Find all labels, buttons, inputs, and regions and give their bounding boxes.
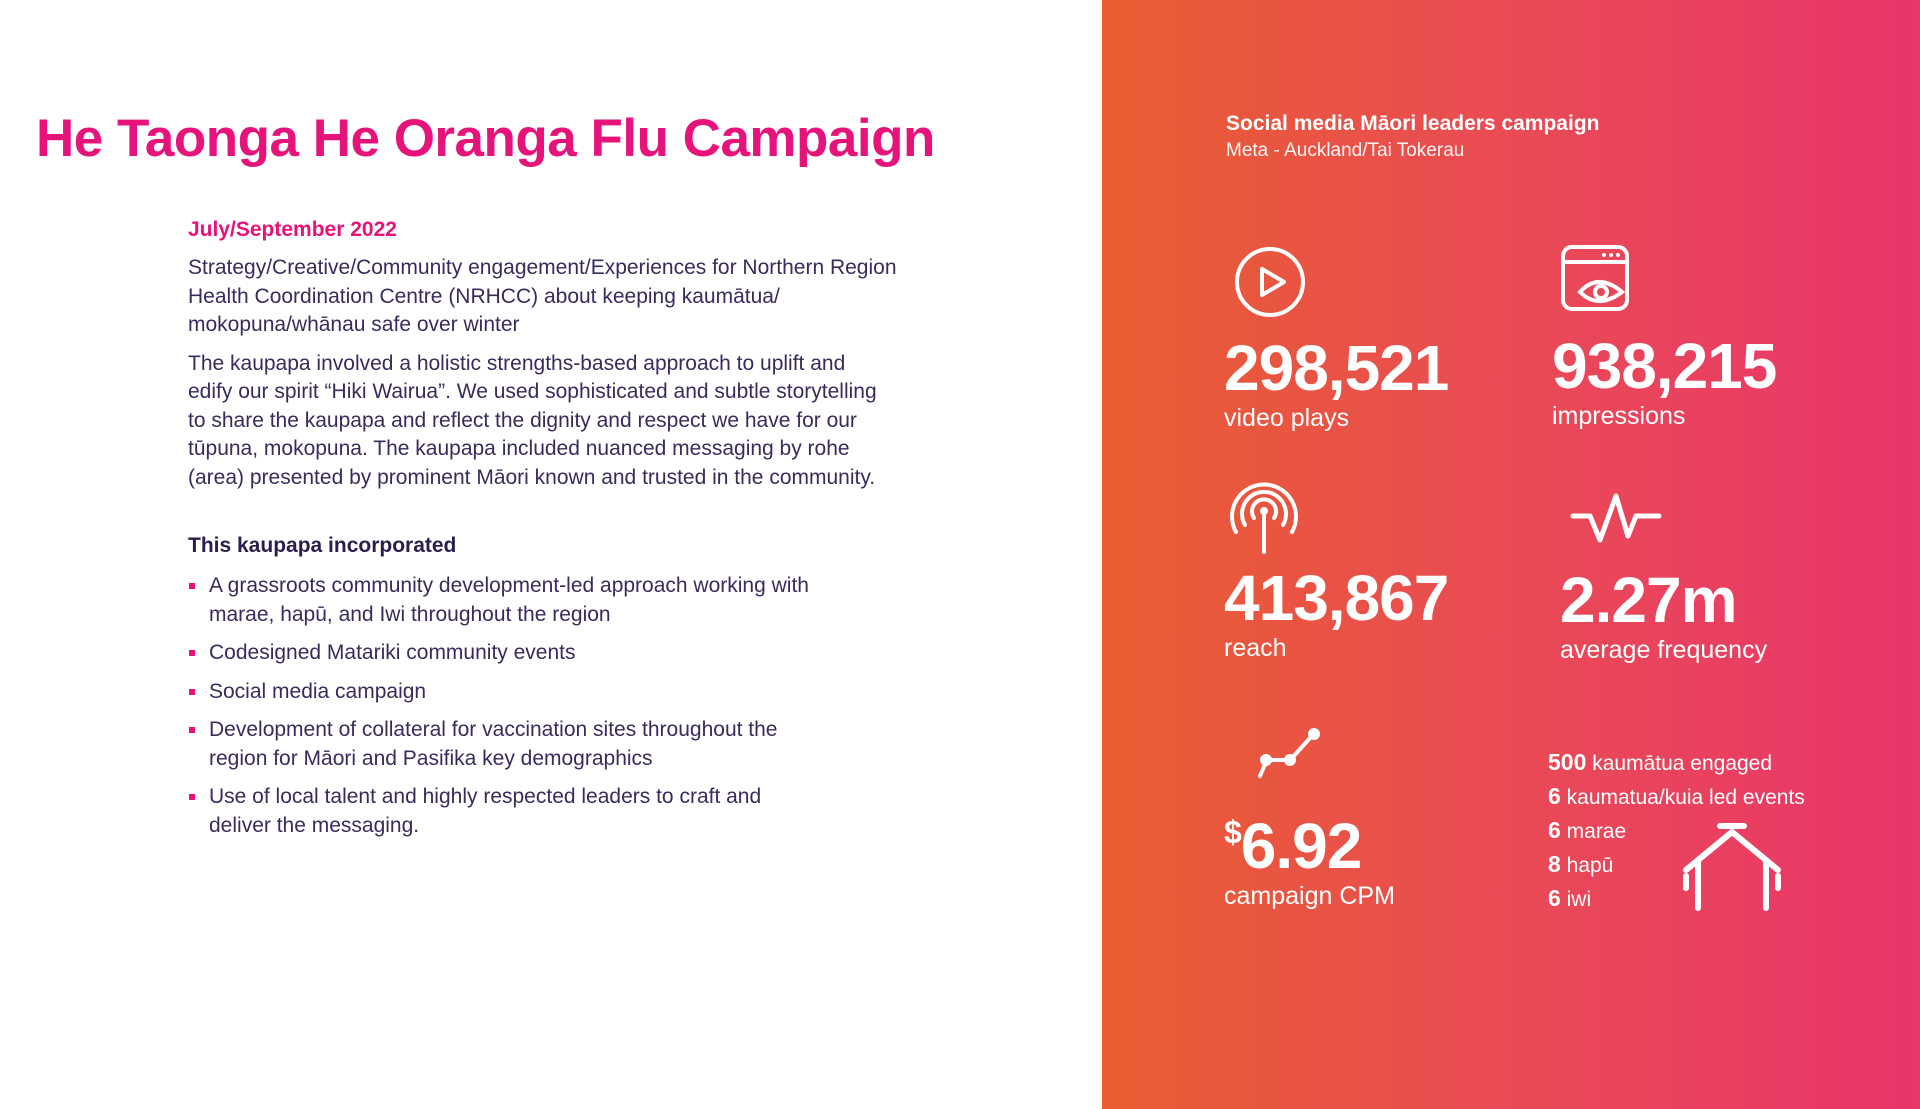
stat-video-plays: [1224, 244, 1448, 433]
reach-label: reach: [1224, 634, 1287, 662]
list-item: [188, 783, 908, 840]
stats-panel: [1102, 0, 1920, 1109]
content-column: [188, 218, 908, 850]
list-item: [188, 678, 908, 707]
fact-iwi: 6 iwi: [1548, 885, 1592, 911]
cpm-currency: $: [1224, 814, 1241, 850]
pulse-icon: [1570, 490, 1662, 546]
frequency-label: average frequency: [1560, 636, 1768, 664]
stats-header: [1226, 112, 1599, 162]
stat-frequency: [1560, 490, 1767, 665]
list-item-text: Social media campaign: [209, 679, 427, 703]
stat-impressions: [1552, 244, 1776, 431]
stat-cpm: [1224, 724, 1395, 911]
list-item-text: Use of local talent and highly respected leaders to craft and deliver the messaging.: [209, 785, 762, 837]
fact-hapu: 8 hapū: [1548, 851, 1614, 877]
fact-events: 6 kaumatua/kuia led events: [1548, 783, 1805, 809]
play-icon: [1232, 244, 1308, 320]
cpm-value: [1224, 810, 1395, 882]
list-item: [188, 572, 908, 629]
trend-icon: [1252, 724, 1326, 784]
frequency-value: 2.27m: [1560, 564, 1737, 636]
impressions-label: impressions: [1552, 402, 1686, 430]
list-item: [188, 639, 908, 668]
incorporated-heading: This kaupapa incorporated: [188, 534, 457, 557]
incorporated-list: [188, 572, 908, 840]
stats-subtitle: Meta - Auckland/Tai Tokerau: [1226, 140, 1465, 161]
impressions-value: 938,215: [1552, 330, 1777, 402]
list-item-text: Codesigned Matariki community events: [209, 641, 576, 664]
marae-house-icon: [1680, 822, 1784, 912]
bullet-square-icon: [189, 650, 195, 656]
eye-window-icon: [1560, 244, 1632, 314]
cpm-number: 6.92: [1240, 810, 1362, 882]
fact-marae: 6 marae: [1548, 817, 1627, 843]
fact-kaumatua: 500 kaumātua engaged: [1548, 749, 1773, 775]
kaupapa-paragraph: The kaupapa involved a holistic strengths-based approach to uplift and edify our spirit “Hiki Wairua”. We used sophisticated and subtle storytelling to share the kaupapa and reflect the dignity and respect we have for our tūpuna, mokopuna. The kaupapa included nuanced messaging by rohe (area) presented by prominent Māori known and trusted in the community.: [188, 351, 877, 489]
bullet-square-icon: [189, 583, 195, 589]
intro-paragraph: Strategy/Creative/Community engagement/Experiences for Northern Region Health Coordination Centre (NRHCC) about keeping kaumātua/ mokopuna/whānau safe over winter: [188, 256, 897, 336]
broadcast-icon: [1224, 476, 1304, 554]
video-plays-value: 298,521: [1224, 332, 1449, 404]
video-plays-label: video plays: [1224, 404, 1350, 432]
list-item-text: Development of collateral for vaccination sites throughout the region for Māori and Pasifika key demographics: [209, 718, 778, 770]
campaign-date: July/September 2022: [188, 218, 397, 241]
page-title: He Taonga He Oranga Flu Campaign: [36, 109, 935, 168]
bullet-square-icon: [189, 689, 195, 695]
stat-reach: [1224, 476, 1448, 663]
list-item-text: A grassroots community development-led approach working with marae, hapū, and Iwi throughout the region: [209, 574, 809, 626]
cpm-label: campaign CPM: [1224, 882, 1395, 910]
stats-title: Social media Māori leaders campaign: [1226, 112, 1600, 135]
bullet-square-icon: [189, 794, 195, 800]
list-item: [188, 716, 908, 773]
bullet-square-icon: [189, 727, 195, 733]
reach-value: 413,867: [1224, 562, 1449, 634]
